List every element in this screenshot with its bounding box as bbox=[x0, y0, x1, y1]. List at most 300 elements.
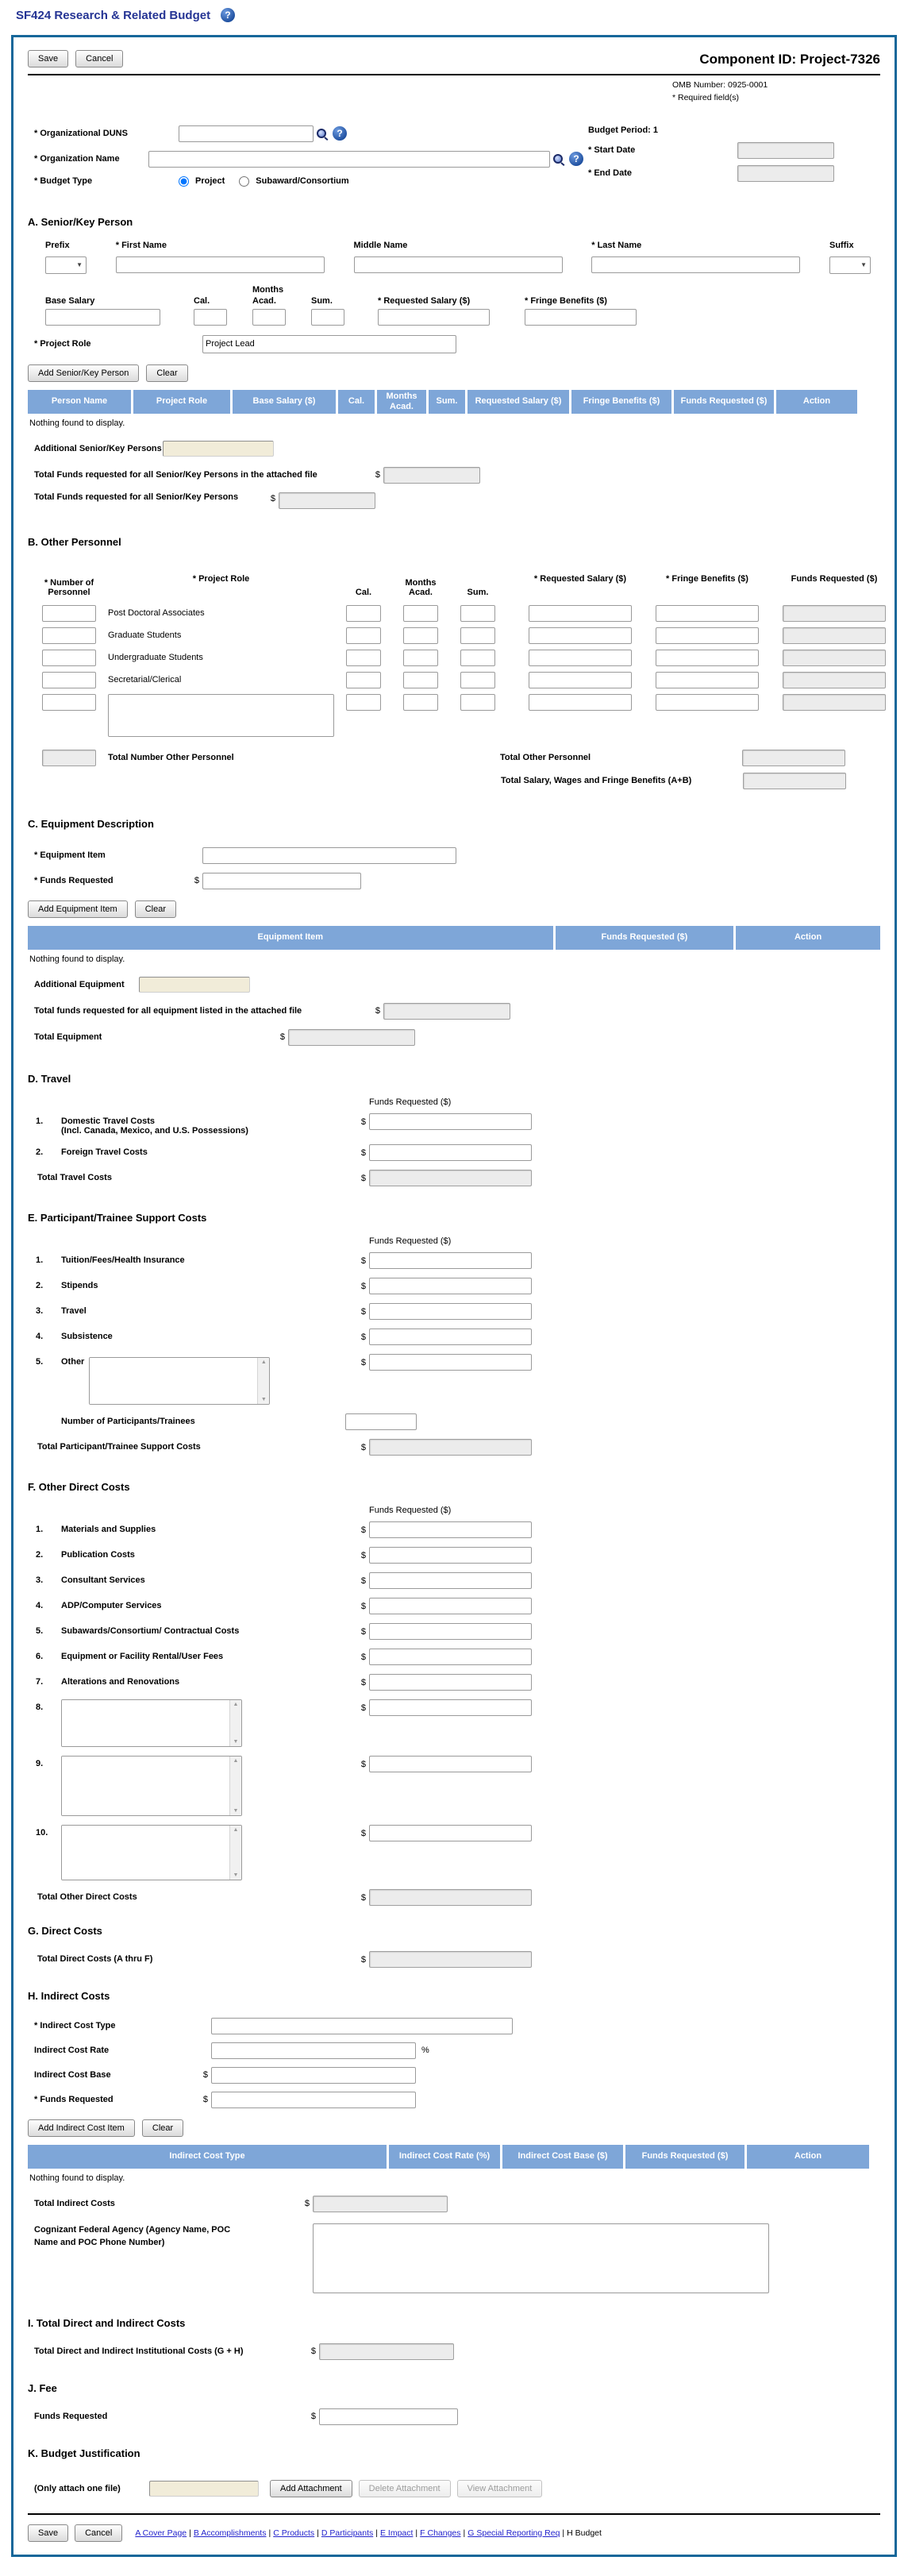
top-buttons bbox=[28, 50, 123, 67]
alterations-renovations-label: Alterations and Renovations bbox=[61, 1676, 180, 1687]
link-changes[interactable]: F Changes bbox=[420, 2528, 461, 2538]
equipment-rental-label: Equipment or Facility Rental/User Fees bbox=[61, 1651, 224, 1661]
months-label: Months bbox=[252, 284, 284, 295]
add-attachment-button[interactable]: Add Attachment bbox=[270, 2480, 352, 2497]
item-number: 5. bbox=[36, 1625, 44, 1636]
acad-input[interactable] bbox=[403, 672, 438, 688]
equipment-funds-input[interactable] bbox=[202, 873, 361, 889]
funds-requested-input bbox=[783, 605, 886, 622]
chevron-down-icon: ▼ bbox=[76, 261, 83, 269]
item-number: 3. bbox=[36, 1575, 44, 1585]
sum-months-input[interactable] bbox=[311, 309, 344, 326]
suffix-select[interactable] bbox=[829, 256, 871, 274]
link-separator: | bbox=[562, 2528, 565, 2538]
search-icon[interactable] bbox=[552, 153, 564, 165]
col-base-salary: Base Salary ($) bbox=[233, 390, 336, 414]
role-label: Undergraduate Students bbox=[108, 652, 203, 662]
foreign-travel-input[interactable] bbox=[369, 1144, 532, 1161]
add-indirect-cost-item-button[interactable]: Add Indirect Cost Item bbox=[28, 2119, 135, 2137]
attachment-filename-input bbox=[149, 2481, 259, 2497]
help-icon[interactable]: ? bbox=[221, 8, 235, 22]
item-number: 7. bbox=[36, 1676, 44, 1687]
item-number: 8. bbox=[36, 1702, 44, 1712]
item-number: 2. bbox=[36, 1147, 44, 1157]
fringe-benefits-label: * Fringe Benefits ($) bbox=[525, 295, 607, 306]
col-sum: Sum. bbox=[429, 390, 465, 414]
section-f bbox=[28, 1481, 880, 1906]
prefix-label: Prefix bbox=[45, 240, 70, 250]
consultant-services-label: Consultant Services bbox=[61, 1575, 145, 1585]
other-direct-cost-9-textarea[interactable] bbox=[61, 1756, 242, 1816]
fee-funds-requested-input[interactable] bbox=[319, 2408, 458, 2425]
top-fields bbox=[28, 125, 880, 195]
funds-requested-column-header: Funds Requested ($) bbox=[369, 1236, 452, 1246]
scrollbar[interactable] bbox=[257, 1358, 269, 1404]
subsistence-input[interactable] bbox=[369, 1328, 532, 1345]
link-separator: | bbox=[463, 2528, 466, 2538]
org-fields bbox=[28, 125, 583, 195]
indirect-cost-base-input[interactable] bbox=[211, 2067, 416, 2084]
personnel-row-custom bbox=[28, 694, 880, 737]
fringe-benefits-input[interactable] bbox=[656, 650, 759, 666]
clear-button[interactable]: Clear bbox=[146, 364, 187, 382]
other-support-input[interactable] bbox=[369, 1354, 532, 1371]
indirect-cost-rate-input[interactable] bbox=[211, 2042, 416, 2059]
total-equipment-label: Total Equipment bbox=[34, 1032, 102, 1043]
sum-header: Sum. bbox=[467, 587, 489, 597]
col-indirect-cost-base: Indirect Cost Base ($) bbox=[502, 2145, 623, 2169]
role-label: Secretarial/Clerical bbox=[108, 674, 182, 684]
number-input[interactable] bbox=[42, 650, 96, 666]
domestic-travel-input[interactable] bbox=[369, 1113, 532, 1130]
budget-form-panel bbox=[11, 35, 897, 2557]
first-name-label: * First Name bbox=[115, 240, 167, 250]
link-separator: | bbox=[375, 2528, 378, 2538]
personnel-row bbox=[28, 605, 880, 622]
other-direct-cost-10-input[interactable] bbox=[369, 1825, 532, 1841]
stipends-label: Stipends bbox=[61, 1280, 98, 1290]
cal-input[interactable] bbox=[346, 650, 381, 666]
fringe-benefits-input[interactable] bbox=[525, 309, 637, 326]
clear-button[interactable]: Clear bbox=[135, 900, 176, 918]
cal-input[interactable] bbox=[346, 694, 381, 711]
item-number: 3. bbox=[36, 1305, 44, 1316]
empty-table-message: Nothing found to display. bbox=[29, 954, 125, 964]
requested-salary-header: * Requested Salary ($) bbox=[533, 573, 627, 584]
cal-input[interactable] bbox=[346, 672, 381, 688]
number-of-personnel-header: * Number of Personnel bbox=[44, 577, 94, 597]
fringe-benefits-input[interactable] bbox=[656, 605, 759, 622]
org-duns-input[interactable] bbox=[179, 125, 314, 142]
top-toolbar bbox=[28, 50, 880, 67]
section-h-heading: H. Indirect Costs bbox=[28, 1989, 110, 2002]
percent-sign: % bbox=[421, 2046, 429, 2056]
role-label: Post Doctoral Associates bbox=[108, 607, 205, 618]
other-support-group bbox=[61, 1354, 355, 1405]
org-name-input[interactable] bbox=[148, 151, 550, 168]
fringe-benefits-input[interactable] bbox=[656, 694, 759, 711]
participants-count-input[interactable] bbox=[345, 1413, 417, 1430]
middle-name-label: Middle Name bbox=[353, 240, 408, 250]
dollar-sign: $ bbox=[360, 1601, 366, 1611]
col-indirect-cost-type: Indirect Cost Type bbox=[28, 2145, 387, 2169]
section-a bbox=[28, 216, 880, 509]
acad-input[interactable] bbox=[403, 650, 438, 666]
equipment-item-label: * Equipment Item bbox=[34, 850, 106, 861]
section-d-heading: D. Travel bbox=[28, 1072, 71, 1085]
total-direct-costs-input bbox=[369, 1951, 532, 1968]
materials-supplies-label: Materials and Supplies bbox=[61, 1524, 156, 1534]
col-requested-salary: Requested Salary ($) bbox=[467, 390, 569, 414]
section-c-heading: C. Equipment Description bbox=[28, 817, 154, 830]
publication-costs-input[interactable] bbox=[369, 1547, 532, 1564]
search-icon[interactable] bbox=[316, 128, 328, 140]
link-separator: | bbox=[317, 2528, 319, 2538]
fringe-benefits-header: * Fringe Benefits ($) bbox=[666, 573, 748, 584]
budget-type-project-label: Project bbox=[195, 176, 225, 187]
total-direct-indirect-input bbox=[319, 2343, 454, 2360]
requested-salary-input[interactable] bbox=[529, 627, 632, 644]
other-direct-cost-10-group bbox=[61, 1825, 355, 1880]
cancel-button[interactable]: Cancel bbox=[75, 2524, 122, 2542]
stipends-input[interactable] bbox=[369, 1278, 532, 1294]
save-button[interactable]: Save bbox=[28, 50, 68, 67]
link-special-reporting[interactable]: G Special Reporting Req bbox=[467, 2528, 560, 2538]
fringe-benefits-input[interactable] bbox=[656, 672, 759, 688]
scroll-up-icon[interactable]: ▲ bbox=[233, 1826, 239, 1833]
subawards-consortium-label: Subawards/Consortium/ Contractual Costs bbox=[61, 1625, 240, 1636]
funds-requested-header: Funds Requested ($) bbox=[791, 573, 878, 584]
item-number: 2. bbox=[36, 1280, 44, 1290]
col-months-acad: Months Acad. bbox=[377, 390, 426, 414]
total-other-direct-input bbox=[369, 1889, 532, 1906]
save-button[interactable]: Save bbox=[28, 2524, 68, 2542]
acad-header: Acad. bbox=[409, 587, 433, 597]
clear-button[interactable]: Clear bbox=[142, 2119, 183, 2137]
item-sublabel: (Incl. Canada, Mexico, and U.S. Possessions) bbox=[61, 1125, 248, 1136]
foreign-travel-label: Foreign Travel Costs bbox=[61, 1147, 148, 1157]
total-travel-label: Total Travel Costs bbox=[37, 1172, 112, 1182]
funds-requested-column-header: Funds Requested ($) bbox=[369, 1505, 452, 1515]
page-title-text: SF424 Research & Related Budget bbox=[16, 8, 211, 22]
other-direct-cost-8-text[interactable] bbox=[62, 1700, 229, 1746]
subawards-consortium-input[interactable] bbox=[369, 1623, 532, 1640]
dollar-sign: $ bbox=[360, 1332, 366, 1342]
dollar-sign: $ bbox=[360, 1550, 366, 1560]
end-date-input bbox=[737, 165, 834, 182]
personnel-row bbox=[28, 672, 880, 688]
total-attached-equipment-label: Total funds requested for all equipment listed in the attached file bbox=[34, 1006, 302, 1016]
budget-type-subaward-label: Subaward/Consortium bbox=[256, 176, 349, 187]
fee-funds-requested-label: Funds Requested bbox=[34, 2412, 108, 2422]
cal-input[interactable] bbox=[346, 627, 381, 644]
link-products[interactable]: C Products bbox=[273, 2528, 315, 2538]
dollar-sign: $ bbox=[360, 1306, 366, 1317]
col-action: Action bbox=[747, 2145, 869, 2169]
custom-role-textarea[interactable] bbox=[108, 694, 334, 737]
link-accomplishments[interactable]: B Accomplishments bbox=[193, 2528, 267, 2538]
dollar-sign: $ bbox=[202, 2070, 208, 2080]
page-title bbox=[16, 8, 908, 22]
link-cover-page[interactable]: A Cover Page bbox=[135, 2528, 187, 2538]
col-equipment-item: Equipment Item bbox=[28, 926, 553, 950]
acad-input[interactable] bbox=[403, 694, 438, 711]
attach-one-file-label: (Only attach one file) bbox=[34, 2483, 121, 2493]
materials-supplies-input[interactable] bbox=[369, 1521, 532, 1538]
fringe-benefits-input[interactable] bbox=[656, 627, 759, 644]
total-other-personnel-label: Total Other Personnel bbox=[500, 753, 591, 763]
dollar-sign: $ bbox=[360, 1652, 366, 1662]
chevron-down-icon: ▼ bbox=[860, 261, 867, 269]
other-direct-cost-8-group bbox=[61, 1699, 355, 1747]
omb-number: OMB Number: 0925-0001 bbox=[672, 80, 768, 90]
dollar-sign: $ bbox=[360, 1759, 366, 1769]
dollar-sign: $ bbox=[360, 1357, 366, 1367]
equipment-table-header bbox=[28, 926, 880, 950]
last-name-label: * Last Name bbox=[591, 240, 642, 250]
requested-salary-input[interactable] bbox=[529, 650, 632, 666]
requested-salary-input[interactable] bbox=[529, 605, 632, 622]
other-description-textarea[interactable] bbox=[89, 1357, 270, 1405]
start-date-label: * Start Date bbox=[588, 145, 636, 156]
org-duns-label: * Organizational DUNS bbox=[34, 129, 128, 139]
indirect-cost-base-label: Indirect Cost Base bbox=[34, 2070, 111, 2080]
scroll-down-icon[interactable]: ▼ bbox=[233, 1807, 239, 1814]
number-input[interactable] bbox=[42, 627, 96, 644]
add-equipment-item-button[interactable]: Add Equipment Item bbox=[28, 900, 128, 918]
alterations-renovations-input[interactable] bbox=[369, 1674, 532, 1691]
link-participants[interactable]: D Participants bbox=[321, 2528, 374, 2538]
dollar-sign: $ bbox=[375, 1006, 380, 1016]
section-j-heading: J. Fee bbox=[28, 2381, 57, 2394]
last-name-input[interactable] bbox=[591, 256, 800, 273]
project-role-input[interactable] bbox=[202, 335, 456, 353]
dollar-sign: $ bbox=[360, 1255, 366, 1266]
equipment-item-input[interactable] bbox=[202, 847, 456, 864]
item-number: 6. bbox=[36, 1651, 44, 1661]
scroll-up-icon[interactable]: ▲ bbox=[260, 1359, 267, 1365]
item-number: 10. bbox=[36, 1827, 48, 1838]
item-number: 2. bbox=[36, 1549, 44, 1560]
dollar-sign: $ bbox=[360, 1442, 366, 1452]
item-number: 9. bbox=[36, 1758, 44, 1768]
section-i bbox=[28, 2317, 880, 2360]
total-senior-key-input bbox=[279, 492, 375, 509]
budget-type-radios bbox=[179, 176, 349, 187]
role-label: Graduate Students bbox=[108, 630, 182, 640]
cal-months-input[interactable] bbox=[194, 309, 227, 326]
budget-type-label: * Budget Type bbox=[34, 176, 93, 187]
other-direct-cost-9-text[interactable] bbox=[62, 1757, 229, 1815]
base-salary-input[interactable] bbox=[45, 309, 160, 326]
scrollbar[interactable] bbox=[229, 1757, 241, 1815]
funds-requested-column-header: Funds Requested ($) bbox=[369, 1097, 452, 1107]
funds-requested-input bbox=[783, 672, 886, 688]
section-j bbox=[28, 2382, 880, 2425]
total-travel-input bbox=[369, 1170, 532, 1186]
cognizant-federal-agency-textarea[interactable] bbox=[313, 2223, 769, 2293]
sum-input[interactable] bbox=[460, 650, 495, 666]
number-input[interactable] bbox=[42, 605, 96, 622]
base-salary-label: Base Salary bbox=[45, 295, 95, 306]
acad-input[interactable] bbox=[403, 627, 438, 644]
budget-type-subaward-radio[interactable] bbox=[239, 176, 249, 187]
total-attached-equipment-input bbox=[383, 1003, 510, 1020]
component-id: Component ID: Project-7326 bbox=[699, 52, 880, 67]
current-page-label: H Budget bbox=[567, 2528, 602, 2538]
scroll-up-icon[interactable]: ▲ bbox=[233, 1757, 239, 1764]
adp-computer-services-label: ADP/Computer Services bbox=[61, 1600, 162, 1610]
col-funds-requested: Funds Requested ($) bbox=[674, 390, 774, 414]
scroll-down-icon[interactable]: ▼ bbox=[233, 1738, 239, 1745]
requested-salary-label: * Requested Salary ($) bbox=[378, 295, 471, 306]
toolbar-divider bbox=[28, 74, 880, 75]
dollar-sign: $ bbox=[202, 2095, 208, 2105]
col-fringe-benefits: Fringe Benefits ($) bbox=[571, 390, 671, 414]
section-f-heading: F. Other Direct Costs bbox=[28, 1480, 130, 1493]
view-attachment-button: View Attachment bbox=[457, 2480, 543, 2497]
dollar-sign: $ bbox=[360, 1173, 366, 1183]
budget-type-project-radio[interactable] bbox=[179, 176, 189, 187]
trainee-travel-input[interactable] bbox=[369, 1303, 532, 1320]
indirect-funds-requested-label: * Funds Requested bbox=[34, 2095, 114, 2105]
scrollbar[interactable] bbox=[229, 1826, 241, 1880]
scroll-up-icon[interactable]: ▲ bbox=[233, 1701, 239, 1707]
section-d bbox=[28, 1073, 880, 1186]
footer-divider bbox=[28, 2513, 880, 2515]
total-other-direct-label: Total Other Direct Costs bbox=[37, 1892, 137, 1902]
equipment-rental-input[interactable] bbox=[369, 1649, 532, 1665]
project-role-label: * Project Role bbox=[34, 339, 91, 349]
item-number: 1. bbox=[36, 1524, 44, 1534]
col-action: Action bbox=[776, 390, 857, 414]
acad-input[interactable] bbox=[403, 605, 438, 622]
link-separator: | bbox=[268, 2528, 271, 2538]
section-c bbox=[28, 818, 880, 1046]
section-h bbox=[28, 1990, 880, 2293]
indirect-funds-requested-input[interactable] bbox=[211, 2092, 416, 2108]
total-other-personnel-input bbox=[742, 750, 845, 766]
prefix-select[interactable] bbox=[45, 256, 87, 274]
other-direct-cost-9-input[interactable] bbox=[369, 1756, 532, 1772]
additional-equipment-label: Additional Equipment bbox=[34, 979, 125, 989]
number-input[interactable] bbox=[42, 694, 96, 711]
dollar-sign: $ bbox=[360, 1828, 366, 1838]
requested-salary-input[interactable] bbox=[529, 672, 632, 688]
cal-input[interactable] bbox=[346, 605, 381, 622]
omb-block bbox=[672, 79, 807, 105]
add-senior-key-person-button[interactable]: Add Senior/Key Person bbox=[28, 364, 139, 382]
dollar-sign: $ bbox=[310, 2412, 316, 2422]
col-project-role: Project Role bbox=[133, 390, 230, 414]
middle-name-input[interactable] bbox=[354, 256, 563, 273]
dollar-sign: $ bbox=[360, 1147, 366, 1158]
requested-salary-input[interactable] bbox=[378, 309, 490, 326]
project-role-header: * Project Role bbox=[192, 573, 250, 584]
dollar-sign: $ bbox=[375, 470, 380, 480]
section-b-heading: B. Other Personnel bbox=[28, 535, 121, 548]
domestic-travel-label bbox=[61, 1113, 355, 1136]
budget-period-label: Budget Period: 1 bbox=[588, 125, 659, 135]
dollar-sign: $ bbox=[360, 1892, 366, 1903]
cancel-button[interactable]: Cancel bbox=[75, 50, 123, 67]
sum-input[interactable] bbox=[460, 694, 495, 711]
additional-senior-key-input bbox=[163, 441, 274, 457]
sum-input[interactable] bbox=[460, 605, 495, 622]
dollar-sign: $ bbox=[310, 2347, 316, 2357]
other-direct-cost-8-input[interactable] bbox=[369, 1699, 532, 1716]
col-indirect-cost-rate: Indirect Cost Rate (%) bbox=[389, 2145, 500, 2169]
dollar-sign: $ bbox=[360, 1575, 366, 1586]
equipment-funds-label: * Funds Requested bbox=[34, 876, 114, 886]
additional-equipment-input bbox=[139, 977, 250, 993]
cal-label: Cal. bbox=[194, 295, 210, 306]
indirect-cost-table-header bbox=[28, 2145, 880, 2169]
tuition-input[interactable] bbox=[369, 1252, 532, 1269]
cognizant-federal-agency-label: Cognizant Federal Agency (Agency Name, POC Name and POC Phone Number) bbox=[34, 2224, 231, 2248]
sum-input[interactable] bbox=[460, 672, 495, 688]
adp-computer-services-input[interactable] bbox=[369, 1598, 532, 1614]
item-number: 5. bbox=[36, 1356, 44, 1367]
item-label: Domestic Travel Costs bbox=[61, 1116, 155, 1126]
first-name-input[interactable] bbox=[116, 256, 325, 273]
indirect-cost-rate-label: Indirect Cost Rate bbox=[34, 2046, 110, 2056]
item-number: 4. bbox=[36, 1331, 44, 1341]
scroll-down-icon[interactable]: ▼ bbox=[260, 1396, 267, 1402]
dollar-sign: $ bbox=[360, 1281, 366, 1291]
acad-months-input[interactable] bbox=[252, 309, 286, 326]
consultant-services-input[interactable] bbox=[369, 1572, 532, 1589]
scroll-down-icon[interactable]: ▼ bbox=[233, 1872, 239, 1878]
dollar-sign: $ bbox=[360, 1703, 366, 1713]
help-icon[interactable]: ? bbox=[333, 126, 347, 141]
link-separator: | bbox=[415, 2528, 418, 2538]
other-direct-cost-10-text[interactable] bbox=[62, 1826, 229, 1880]
total-indirect-costs-input bbox=[313, 2196, 448, 2212]
end-date-label: * End Date bbox=[588, 168, 633, 179]
other-label: Other bbox=[61, 1356, 85, 1367]
funds-requested-input bbox=[783, 694, 886, 711]
personnel-row bbox=[28, 627, 880, 644]
scrollbar[interactable] bbox=[229, 1700, 241, 1746]
other-direct-cost-10-textarea[interactable] bbox=[61, 1825, 242, 1880]
col-funds-requested: Funds Requested ($) bbox=[556, 926, 734, 950]
total-indirect-costs-label: Total Indirect Costs bbox=[34, 2199, 115, 2209]
total-direct-costs-label: Total Direct Costs (A thru F) bbox=[37, 1953, 153, 1964]
total-attached-senior-key-input bbox=[383, 467, 480, 484]
dollar-sign: $ bbox=[360, 1954, 366, 1965]
requested-salary-input[interactable] bbox=[529, 694, 632, 711]
section-links bbox=[135, 2528, 602, 2538]
col-funds-requested: Funds Requested ($) bbox=[625, 2145, 744, 2169]
help-icon[interactable]: ? bbox=[569, 152, 583, 166]
other-direct-cost-9-group bbox=[61, 1756, 355, 1816]
indirect-cost-type-input[interactable] bbox=[211, 2018, 513, 2034]
total-participant-label: Total Participant/Trainee Support Costs bbox=[37, 1441, 201, 1452]
indirect-cost-type-label: * Indirect Cost Type bbox=[34, 2021, 116, 2031]
col-person-name: Person Name bbox=[28, 390, 131, 414]
other-description-text[interactable] bbox=[90, 1358, 257, 1404]
col-cal: Cal. bbox=[338, 390, 375, 414]
total-number-other-personnel-label: Total Number Other Personnel bbox=[108, 753, 234, 763]
sum-input[interactable] bbox=[460, 627, 495, 644]
link-impact[interactable]: E Impact bbox=[379, 2528, 414, 2538]
section-i-heading: I. Total Direct and Indirect Costs bbox=[28, 2316, 186, 2329]
item-number: 1. bbox=[36, 1255, 44, 1265]
other-direct-cost-8-textarea[interactable] bbox=[61, 1699, 242, 1747]
trainee-travel-label: Travel bbox=[61, 1305, 87, 1316]
number-input[interactable] bbox=[42, 672, 96, 688]
